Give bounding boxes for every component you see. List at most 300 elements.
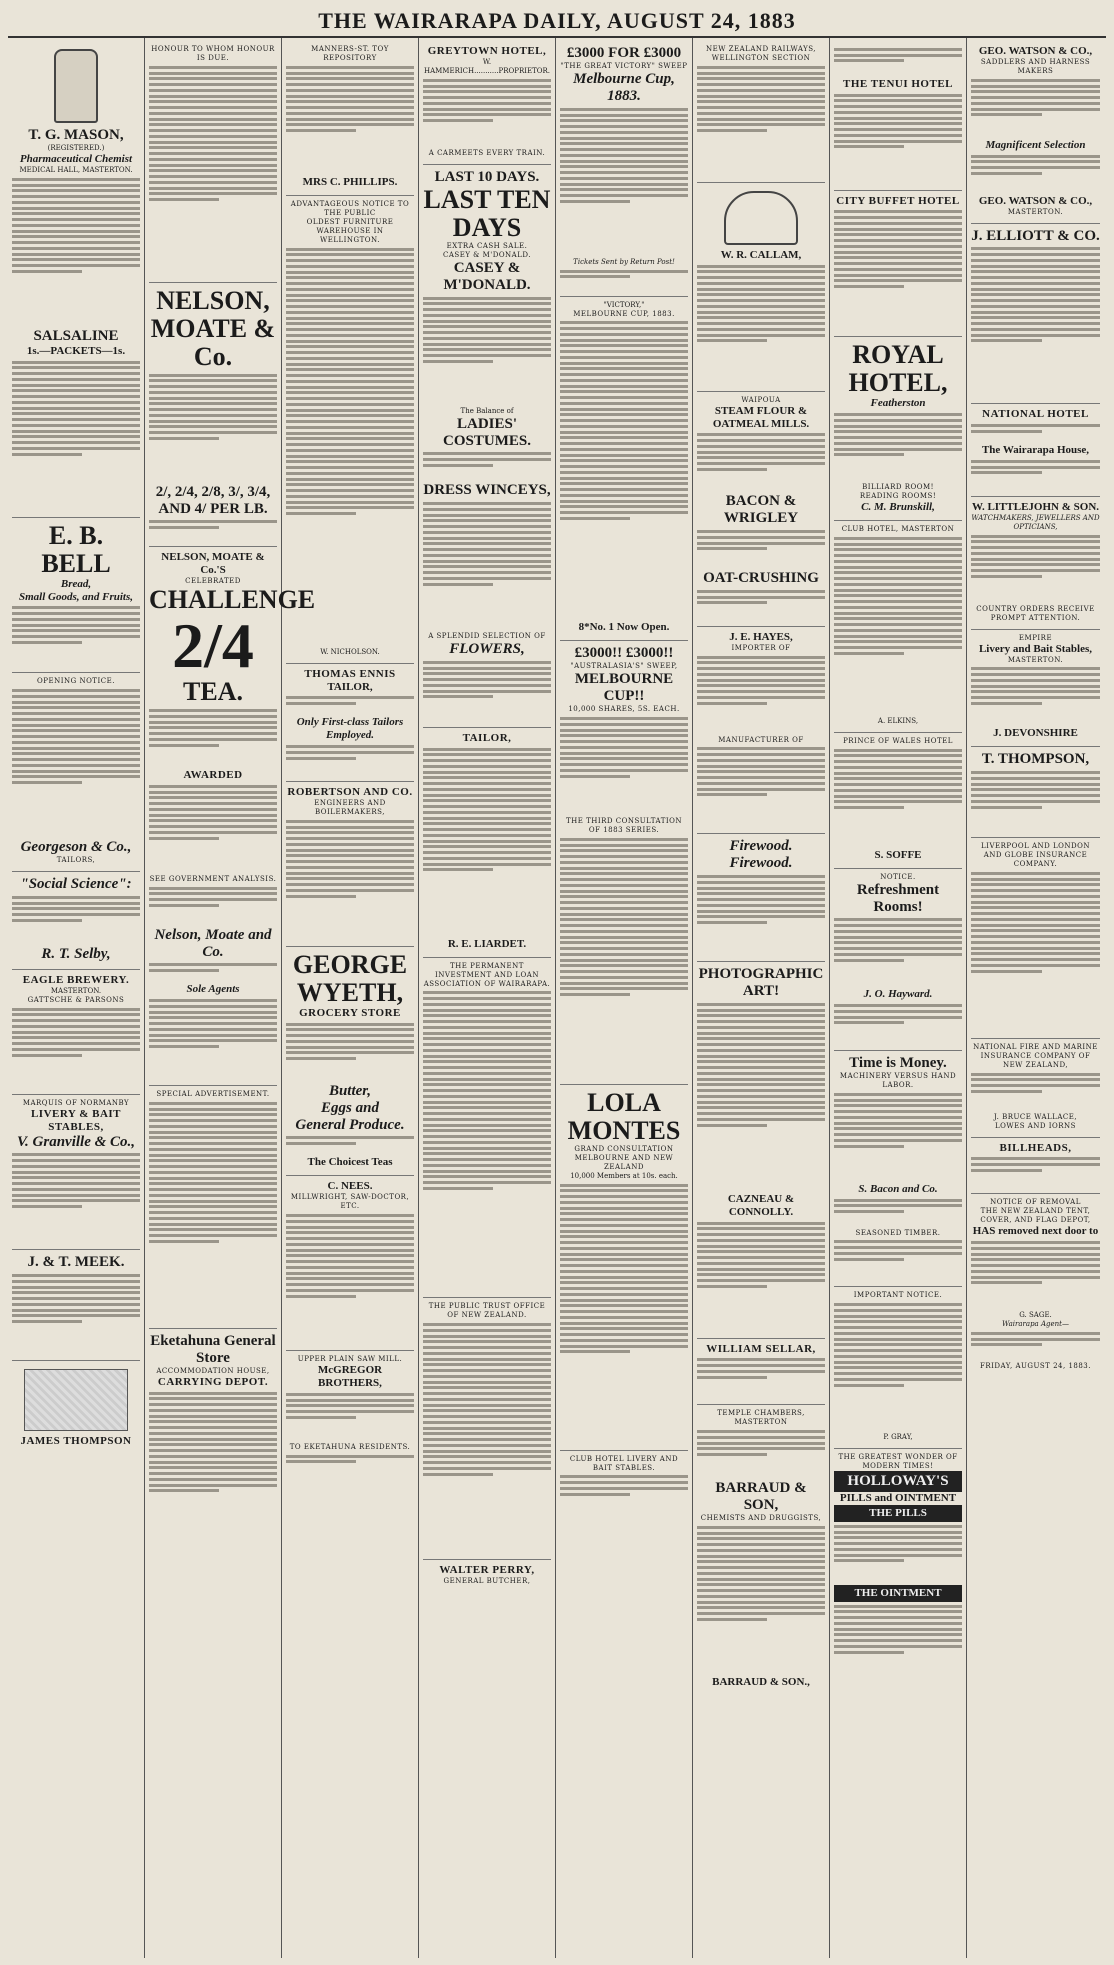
ad-body-text xyxy=(834,918,962,988)
ad-body-text xyxy=(697,530,825,570)
ad-signature: CAZNEAU & CONNOLLY. xyxy=(727,1192,795,1218)
ad-signature: S. Bacon and Co. xyxy=(858,1182,938,1195)
ad-body-text xyxy=(149,887,277,927)
ad-title: T. G. MASON, xyxy=(28,127,124,143)
ad-tenui-hotel xyxy=(834,41,962,191)
ad-body-text xyxy=(12,178,140,328)
ad-title: THOMAS ENNIS xyxy=(304,667,396,680)
ad-bell xyxy=(12,518,140,674)
ad-heading: THE OINTMENT xyxy=(834,1585,962,1602)
ad-body-text xyxy=(834,210,962,330)
ad-empire-stables xyxy=(971,630,1100,748)
ad-body-text xyxy=(286,696,414,716)
ad-body-text xyxy=(423,452,551,482)
ad-heading: MELBOURNE AND NEW ZEALAND xyxy=(574,1153,674,1171)
price-numeral: 2/4 xyxy=(172,610,254,682)
ad-liardet xyxy=(423,728,551,958)
ad-signature: GEO. WATSON & CO., xyxy=(978,194,1093,207)
ad-heading: NEW ZEALAND RAILWAYS, xyxy=(706,45,816,53)
ad-heading: EMPIRE xyxy=(1018,633,1053,642)
bottle-illustration xyxy=(24,1369,128,1431)
ad-elliott xyxy=(971,224,1100,405)
ad-title: GREYTOWN HOTEL, xyxy=(427,45,547,57)
ad-heading: THE PILLS xyxy=(834,1505,962,1522)
ad-title: WILLIAM SELLAR, xyxy=(706,1342,816,1355)
ad-title: ROBERTSON AND CO. xyxy=(287,786,413,798)
column-2 xyxy=(145,38,316,1958)
ad-body-text xyxy=(423,661,551,721)
ad-signature: R. E. LIARDET. xyxy=(447,937,527,950)
ad-title: Nelson, Moate and Co. xyxy=(154,926,272,960)
ad-heading: MACHINERY VERSUS HAND LABOR. xyxy=(839,1072,957,1089)
ad-heading: MELBOURNE CUP, 1883. xyxy=(573,309,675,318)
ad-body-text xyxy=(560,838,688,1078)
ad-eagle-brewery xyxy=(12,970,140,1095)
ad-public-trust xyxy=(423,1298,551,1560)
ad-place: MASTERTON. xyxy=(1007,207,1064,216)
ad-perry xyxy=(423,1560,551,1592)
ad-heading: THE THIRD CONSULTATION OF 1883 SERIES. xyxy=(565,817,682,834)
ad-heading: NOTICE. xyxy=(880,872,916,881)
ad-body-text xyxy=(971,535,1100,605)
ad-title: Firewood. Firewood. xyxy=(729,838,793,872)
column-4 xyxy=(419,38,556,1958)
ad-title: OAT-CRUSHING xyxy=(703,570,819,586)
ad-title: LAST TEN DAYS xyxy=(423,184,551,242)
ad-body-text xyxy=(423,502,551,632)
ad-signature: G. SAGE. xyxy=(1019,1311,1052,1319)
ad-body-text xyxy=(971,1241,1100,1311)
ad-body-text xyxy=(971,872,1100,1032)
issue-date: FRIDAY, AUGUST 24, 1883. xyxy=(980,1361,1091,1370)
ad-title: J. & T. MEEK. xyxy=(27,1254,125,1271)
ad-body-text xyxy=(423,1323,551,1553)
ad-body-text xyxy=(149,709,277,769)
ad-victory xyxy=(560,297,688,642)
ad-heading: Eggs and xyxy=(321,1099,379,1116)
ad-body-text xyxy=(286,66,414,176)
ad-heading: OPENING NOTICE. xyxy=(37,677,115,686)
ad-body-text xyxy=(971,667,1100,727)
ad-title: HOLLOWAY'S xyxy=(834,1471,962,1492)
ad-liverpool-insurance xyxy=(971,838,1100,1039)
ad-eketahuna xyxy=(149,1329,277,1558)
ad-body-text xyxy=(12,606,140,666)
ad-important-notice xyxy=(834,1287,962,1449)
ad-body-text xyxy=(697,265,825,385)
ad-heading: CASEY & M'DONALD. xyxy=(443,250,531,259)
ad-heading: A CARMEETS EVERY TRAIN. xyxy=(428,148,546,157)
ad-body-text xyxy=(834,48,962,78)
ad-subtitle: Featherston xyxy=(870,397,926,410)
ad-mason xyxy=(12,41,140,518)
timetable xyxy=(697,66,825,176)
ad-title: LAST 10 DAYS. xyxy=(434,168,540,185)
ad-body-text xyxy=(697,1526,825,1676)
ad-title: LOLA MONTES xyxy=(567,1087,681,1145)
ad-body-text xyxy=(834,749,962,849)
ad-signature: P. GRAY, xyxy=(883,1433,913,1441)
ad-title: McGREGOR BROTHERS, xyxy=(317,1364,383,1389)
ad-signature: J. O. Hayward. xyxy=(863,988,933,1001)
ad-body-text xyxy=(286,820,414,940)
ad-subtitle: SADDLERS AND HARNESS MAKERS xyxy=(980,58,1091,75)
ad-body-text xyxy=(149,963,277,983)
ad-body-text xyxy=(560,108,688,258)
ad-title: E. B. BELL xyxy=(41,520,111,578)
ad-wyeth xyxy=(286,947,414,1177)
ad-body-text xyxy=(12,689,140,839)
ad-heading: CARRYING DEPOT. xyxy=(157,1375,269,1388)
ad-social-science xyxy=(12,872,140,970)
ad-body-text xyxy=(971,1157,1100,1187)
ad-subtitle: WATCHMAKERS, JEWELLERS AND OPTICIANS, xyxy=(971,513,1100,531)
ad-heading: "THE GREAT VICTORY" SWEEP xyxy=(560,62,688,70)
ad-heading: Sole Agents xyxy=(186,983,240,996)
ad-title: NATIONAL HOTEL xyxy=(982,408,1089,421)
ad-title: Melbourne Cup, 1883. xyxy=(573,71,675,104)
ad-body-text xyxy=(697,1222,825,1332)
ad-heading: UPPER PLAIN SAW MILL. xyxy=(297,1355,403,1363)
ad-title: "Social Science": xyxy=(20,876,132,892)
ad-body-text xyxy=(149,66,277,276)
ad-heading: A SPLENDID SELECTION OF xyxy=(428,632,546,640)
ad-firewood xyxy=(697,834,825,962)
ad-body-text xyxy=(697,433,825,493)
ad-body-text xyxy=(697,590,825,620)
ad-title: CHALLENGE xyxy=(149,585,316,615)
ad-heading: IMPORTANT NOTICE. xyxy=(853,1291,943,1300)
ad-title: DRESS WINCEYS, xyxy=(423,482,551,499)
ad-title: THE TENUI HOTEL xyxy=(843,77,953,90)
ad-heading: COUNTRY ORDERS RECEIVE PROMPT ATTENTION. xyxy=(976,604,1095,622)
ad-national-hotel xyxy=(971,404,1100,497)
ad-royal-hotel xyxy=(834,337,962,521)
ad-title: BILLHEADS, xyxy=(999,1141,1072,1154)
ad-body-text xyxy=(12,1153,140,1243)
ad-greytown-hotel xyxy=(423,41,551,165)
ad-photographic xyxy=(697,962,825,1339)
ad-title: WALTER PERRY, xyxy=(439,1564,535,1576)
ad-body-text xyxy=(149,1102,277,1322)
ad-city-buffet xyxy=(834,191,962,338)
ad-prince-of-wales xyxy=(834,733,962,869)
ad-title: BARRAUD & SON, xyxy=(715,1480,807,1513)
ad-place: MASTERTON. xyxy=(1007,655,1064,664)
ad-body-text xyxy=(12,896,140,946)
ad-body-text xyxy=(12,361,140,511)
ad-title: J. ELLIOTT & CO. xyxy=(971,227,1100,244)
ad-title: Georgeson & Co., xyxy=(20,839,132,855)
ad-heading: AWARDED xyxy=(183,769,243,781)
ad-title: JAMES THOMPSON xyxy=(20,1435,132,1447)
ad-ennis xyxy=(286,664,414,783)
ad-title: £3000!! £3000!! xyxy=(574,645,674,662)
ad-heading: TO EKETAHUNA RESIDENTS. xyxy=(289,1442,411,1451)
ad-heading: WAIPOUA xyxy=(741,395,781,404)
ad-body-text xyxy=(971,460,1100,490)
ad-title: V. Granville & Co., xyxy=(16,1133,136,1150)
ad-body-text xyxy=(286,1393,414,1443)
ad-heading: Bread, xyxy=(60,577,92,590)
ad-title: Livery and Bait Stables, xyxy=(978,642,1093,655)
ad-heading: SALSALINE xyxy=(33,327,119,344)
ad-subtitle: CELEBRATED xyxy=(185,577,241,586)
ad-honour xyxy=(149,41,277,283)
ad-heading: THE PUBLIC TRUST OFFICE OF NEW ZEALAND. xyxy=(428,1302,546,1320)
ad-body-text xyxy=(834,94,962,184)
ad-heading: EXTRA CASH SALE. xyxy=(446,241,528,250)
ad-heading: THE NEW ZEALAND TENT, COVER, AND FLAG DEPOT, xyxy=(980,1207,1091,1225)
ad-time-is-money xyxy=(834,1051,962,1287)
column-6 xyxy=(693,38,830,1958)
ad-heading: CLUB HOTEL LIVERY AND BAIT STABLES. xyxy=(569,1454,679,1472)
ad-great-victory-sweep xyxy=(560,41,688,297)
ad-heading: ADVANTAGEOUS NOTICE TO THE PUBLIC xyxy=(290,199,410,217)
ad-body-text xyxy=(286,248,414,648)
ad-heading: WELLINGTON SECTION xyxy=(711,54,811,62)
column-1 xyxy=(8,38,145,1958)
ad-title: W. LITTLEJOHN & SON. xyxy=(971,500,1100,513)
agents-list xyxy=(149,999,277,1079)
ad-robertson xyxy=(286,782,414,947)
ad-body-text xyxy=(697,747,825,827)
ad-signature: S. SOFFE xyxy=(874,848,922,861)
ad-permanent-investment xyxy=(423,958,551,1299)
ad-subtitle: TAILOR, xyxy=(327,680,373,693)
ad-title: EAGLE BREWERY. xyxy=(22,973,130,986)
ad-challenge-tea xyxy=(149,547,316,1086)
ad-nelson-moate xyxy=(149,283,277,548)
carriage-illustration xyxy=(724,191,798,245)
ad-body-text xyxy=(834,1303,962,1433)
ad-title: C. NEES. xyxy=(327,1180,373,1193)
ad-body-text xyxy=(834,1605,962,1685)
ad-heading: General Produce. xyxy=(295,1116,405,1133)
ad-body-text xyxy=(423,991,551,1291)
ad-subtitle: CHEMISTS AND DRUGGISTS, xyxy=(700,1514,822,1522)
ad-national-fire xyxy=(971,1039,1100,1138)
ad-heading: 10,000 SHARES, 5S. EACH. xyxy=(568,705,680,714)
ad-title: £3000 FOR £3000 xyxy=(566,45,682,61)
column-7 xyxy=(830,38,967,1958)
ad-meek xyxy=(12,1250,140,1361)
ad-heading: CLUB HOTEL, MASTERTON xyxy=(841,525,955,533)
ad-nees xyxy=(286,1176,414,1351)
ad-body-text xyxy=(149,520,277,540)
ad-heading: Pharmaceutical Chemist xyxy=(19,153,133,165)
ad-heading: The Choicest Teas xyxy=(307,1156,393,1169)
ad-title: Eketahuna General Store xyxy=(150,1332,276,1366)
ad-subtitle: MILLWRIGHT, SAW-DOCTOR, ETC. xyxy=(290,1193,410,1211)
ad-heading: OLDEST FURNITURE WAREHOUSE IN WELLINGTON. xyxy=(306,217,394,244)
ad-body-text xyxy=(286,1214,414,1344)
ad-heading: SEE GOVERNMENT ANALYSIS. xyxy=(149,874,277,883)
ad-subtitle: PILLS and OINTMENT xyxy=(839,1492,957,1504)
ad-body-text xyxy=(971,1073,1100,1113)
ad-toy-repository xyxy=(286,41,414,196)
ad-title: BACON & WRIGLEY xyxy=(723,493,799,527)
ad-australasia-sweep xyxy=(560,641,688,1085)
ad-body-text xyxy=(423,297,551,407)
ad-body-text xyxy=(423,79,551,149)
ad-watson xyxy=(971,41,1100,224)
ad-heading: 8*No. 1 Now Open. xyxy=(578,621,670,634)
ad-heading: NATIONAL FIRE AND MARINE INSURANCE COMPANY OF NEW ZEALAND, xyxy=(973,1042,1098,1069)
ad-heading: "AUSTRALASIA'S" SWEEP, xyxy=(570,662,678,671)
ad-club-hotel-stables xyxy=(560,1451,688,1522)
ad-body-text xyxy=(286,1023,414,1083)
ad-place: MEDICAL HALL, MASTERTON. xyxy=(19,166,133,174)
ad-club-hotel xyxy=(834,521,962,733)
ad-heading: MARQUIS OF NORMANBY xyxy=(22,1098,130,1107)
ad-signature: C. M. Brunskill, xyxy=(861,501,935,513)
ad-georgeson xyxy=(12,673,140,872)
ad-body-text xyxy=(971,79,1100,139)
ad-signature: "VICTORY," xyxy=(603,300,645,309)
ad-body-text xyxy=(834,537,962,717)
ad-heading: THE PERMANENT INVESTMENT AND LOAN ASSOCIATION OF WAIRARAPA. xyxy=(423,961,551,988)
ad-subtitle: (REGISTERED.) xyxy=(47,144,105,152)
ad-marquis xyxy=(12,1095,140,1251)
ad-subtitle: W. HAMMERICH...........PROPRIETOR. xyxy=(423,58,551,75)
ad-title: TEA. xyxy=(183,677,243,707)
ad-holloway xyxy=(834,1449,962,1691)
ad-heading: PRINCE OF WALES HOTEL xyxy=(843,736,953,745)
ad-heading: GRAND CONSULTATION xyxy=(574,1144,674,1153)
ad-casey-sale xyxy=(423,165,551,728)
column-3 xyxy=(282,38,419,1958)
ad-body-text xyxy=(697,1358,825,1398)
ad-signature: W. NICHOLSON. xyxy=(320,647,380,656)
ad-tent-depot xyxy=(971,1194,1100,1377)
ad-thompson-hotel xyxy=(971,747,1100,838)
ad-heading: Small Goods, and Fruits, xyxy=(18,590,133,603)
ad-heading: The Wairarapa House, xyxy=(981,444,1090,456)
ad-body-text xyxy=(423,748,551,938)
ad-body-text xyxy=(971,771,1100,831)
ad-sellar xyxy=(697,1339,825,1406)
ad-heading: 1s.—PACKETS—1s. xyxy=(26,344,126,357)
ad-body-text xyxy=(834,1525,962,1585)
ad-body-text xyxy=(12,1008,140,1088)
ad-title: LIVERY & BAIT STABLES, xyxy=(30,1107,122,1133)
ad-title: MELBOURNE CUP!! xyxy=(574,671,674,705)
ad-title: LADIES' COSTUMES. xyxy=(443,415,531,449)
ad-heading: TEMPLE CHAMBERS, MASTERTON xyxy=(717,1409,805,1427)
ad-body-text xyxy=(560,270,688,290)
ad-title: HAS removed next door to xyxy=(972,1225,1099,1238)
ad-body-text xyxy=(697,656,825,736)
ad-heading: IMPORTER OF xyxy=(731,643,791,652)
ad-subtitle: GROCERY STORE xyxy=(299,1006,401,1019)
ad-heading: LOWES AND IORNS xyxy=(995,1121,1076,1130)
ad-signature: BARRAUD & SON., xyxy=(712,1675,810,1688)
ad-subtitle: ACCOMMODATION HOUSE, xyxy=(156,1366,270,1375)
ad-heading: MANNERS-ST. TOY REPOSITORY xyxy=(311,45,389,62)
ad-signature: J. DEVONSHIRE xyxy=(993,727,1078,740)
ad-subtitle: ENGINEERS AND BOILERMAKERS, xyxy=(314,799,386,816)
ad-heading: SPECIAL ADVERTISEMENT. xyxy=(156,1090,270,1098)
ad-body-text xyxy=(834,1093,962,1183)
ad-title: CASEY & M'DONALD. xyxy=(443,259,531,293)
ad-heading: Wairarapa Agent— xyxy=(1002,1320,1069,1328)
ad-body-text xyxy=(286,745,414,775)
ad-body-text xyxy=(834,1004,962,1044)
bottle-illustration xyxy=(54,49,98,123)
ad-title: Refreshment Rooms! xyxy=(856,881,940,915)
ad-saw-mill xyxy=(286,1351,414,1481)
ad-heading: Magnificent Selection xyxy=(985,138,1086,151)
ad-body-text xyxy=(286,1455,414,1475)
ad-littlejohn xyxy=(971,497,1100,630)
ad-title: Time is Money. xyxy=(849,1055,947,1071)
ad-heading: NOTICE OF REMOVAL xyxy=(990,1198,1081,1207)
ad-thompson xyxy=(12,1361,140,1454)
ad-heading: BILLIARD ROOM! xyxy=(862,483,934,491)
ad-furniture xyxy=(286,196,414,664)
ad-barraud xyxy=(697,1405,825,1695)
ad-heading: Butter, xyxy=(328,1082,372,1099)
ad-heading: LIVERPOOL AND LONDON AND GLOBE INSURANCE COMPANY. xyxy=(981,842,1090,868)
ad-body-text xyxy=(834,1199,962,1229)
ad-railways xyxy=(697,41,825,183)
ad-title: NELSON, MOATE & Co. xyxy=(150,285,276,371)
ad-signature: J. BRUCE WALLACE, xyxy=(993,1112,1078,1121)
ad-special xyxy=(149,1086,277,1329)
ad-heading: THE GREATEST WONDER OF MODERN TIMES! xyxy=(838,1453,958,1470)
ad-heading: SEASONED TIMBER. xyxy=(855,1228,941,1237)
columns xyxy=(8,38,1106,1958)
ad-title: GEO. WATSON & CO., xyxy=(978,45,1093,57)
ad-subtitle: TAILORS, xyxy=(56,856,96,864)
ad-body-text xyxy=(560,717,688,817)
ad-heading: 10,000 Members at 10s. each. xyxy=(570,1171,678,1180)
ad-body-text xyxy=(834,413,962,483)
ad-body-text xyxy=(971,155,1100,195)
ad-subtitle: NELSON, MOATE & Co.'S xyxy=(161,551,265,577)
ad-title: MRS C. PHILLIPS. xyxy=(302,175,398,188)
ad-title: W. R. CALLAM, xyxy=(720,248,802,261)
ad-heading: TAILOR, xyxy=(462,731,512,744)
price-list: 2/, 2/4, 2/8, 3/, 3/4, AND 4/ PER LB. xyxy=(155,483,271,517)
ad-heading: HONOUR TO WHOM HONOUR IS DUE. xyxy=(151,45,275,62)
award-list xyxy=(149,785,277,875)
ad-waipoua-mills xyxy=(697,392,825,627)
ad-body-text xyxy=(697,1003,825,1193)
ad-subtitle: The Balance of xyxy=(460,406,514,415)
ad-body-text xyxy=(971,1332,1100,1362)
ad-title: R. T. Selby, xyxy=(41,945,111,962)
ad-body-text xyxy=(560,1184,688,1444)
ad-callam xyxy=(697,183,825,392)
ad-body-text xyxy=(834,1240,962,1280)
ad-title: GEORGE WYETH, xyxy=(292,949,408,1007)
ad-heading: GATTSCHE & PARSONS xyxy=(27,995,125,1004)
ad-body-text xyxy=(971,247,1100,397)
ad-body-text xyxy=(560,1475,688,1515)
ad-hayes xyxy=(697,627,825,835)
ad-title: T. THOMPSON, xyxy=(981,751,1090,768)
ad-heading: MANUFACTURER OF xyxy=(718,735,804,744)
ad-title: PHOTOGRAPHIC ART! xyxy=(698,966,824,999)
ad-body-text xyxy=(149,1392,277,1552)
ad-title: FLOWERS, xyxy=(449,641,525,657)
masthead: THE WAIRARAPA DAILY, AUGUST 24, 1883 xyxy=(8,6,1106,38)
ad-heading: Only First-class Tailors Employed. xyxy=(296,716,404,742)
ad-body-text xyxy=(149,374,277,484)
ad-title: J. E. HAYES, xyxy=(729,630,793,643)
